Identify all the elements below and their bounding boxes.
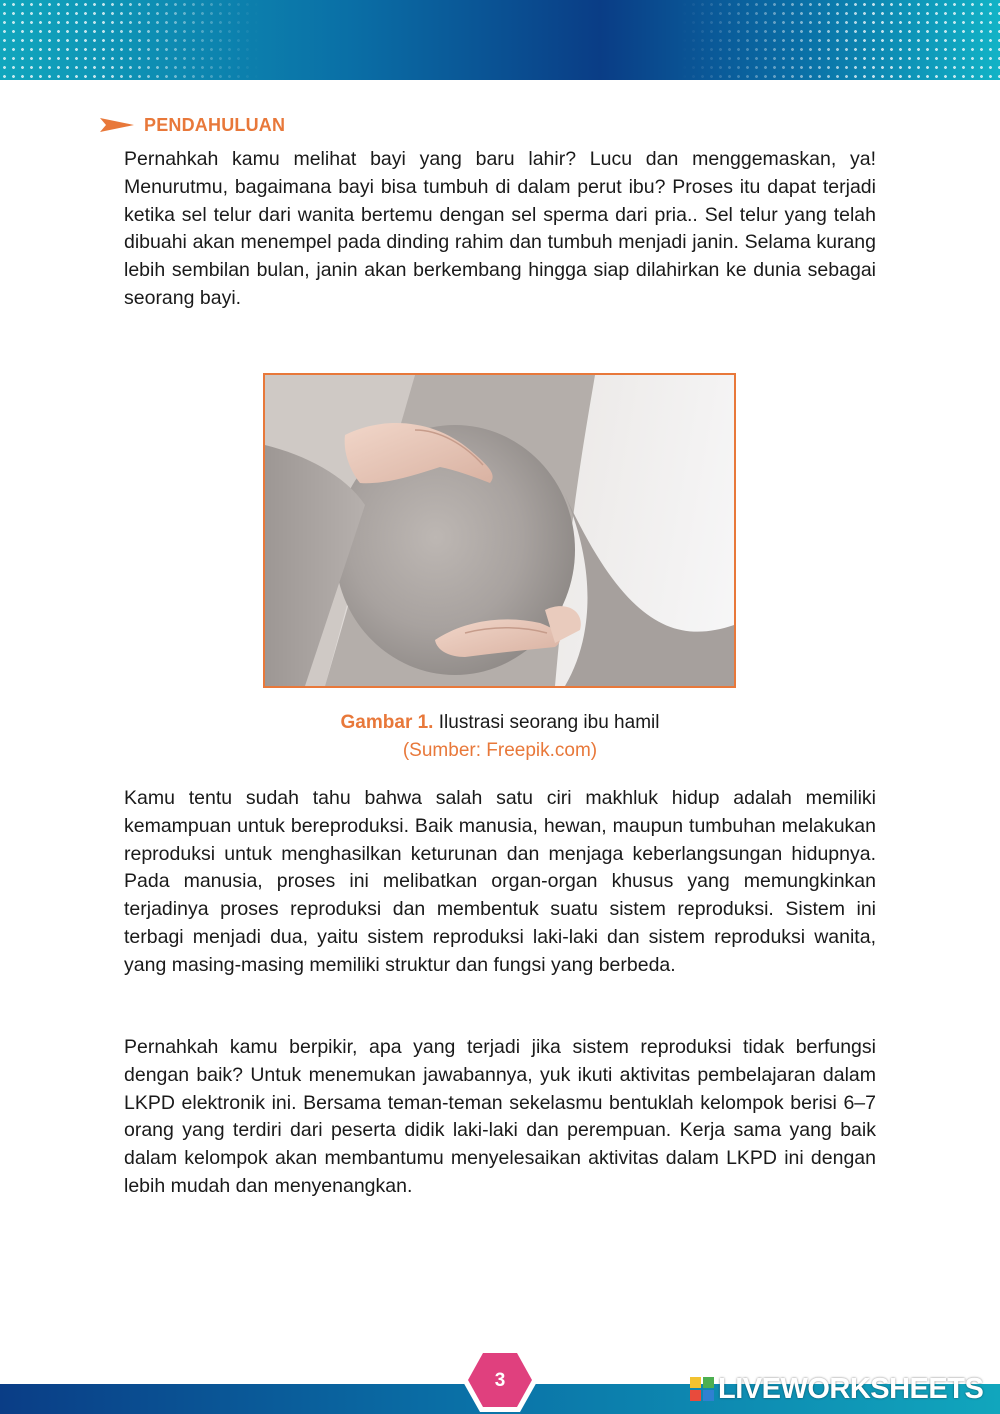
body-paragraph-reproduction: Kamu tentu sudah tahu bahwa salah satu ciri makhluk hidup adalah memiliki kemampuan untuk bereproduksi. Baik manusia, hewan, maupun tumbuhan melakukan reproduksi untuk menghasilkan keturunan dan menjaga keberlangsungan hidupnya. Pada manusia, proses ini melibatkan organ-organ khusus yang memungkinkan terjadinya proses reproduksi dan membentuk suatu sistem reproduksi. Sistem ini terbagi menjadi dua, yaitu sistem reproduksi laki-laki dan sistem reproduksi wanita, yang masing-masing memiliki struktur dan fungsi yang berbeda. xyxy=(124,787,876,976)
liveworksheets-grid-icon xyxy=(690,1377,714,1401)
section-header xyxy=(100,112,285,138)
figure-pregnant-woman-photo xyxy=(263,373,736,688)
section-title: PENDAHULUAN xyxy=(144,114,286,135)
body-paragraph-activity: Pernahkah kamu berpikir, apa yang terjadi jika sistem reproduksi tidak berfungsi dengan baik? Untuk menemukan jawabannya, yuk ikuti aktivitas pembelajaran dalam LKPD elektronik ini. Bersama teman-teman sekelasmu bentuklah kelompok berisi 6–7 orang yang terdiri dari peserta didik laki-laki dan perempuan. Kerja sama yang baik dalam kelompok akan membantumu menyelesaikan aktivitas dalam LKPD ini dengan lebih mudah dan menyenangkan. xyxy=(124,1036,876,1197)
brand-name: LIVEWORKSHEETS xyxy=(718,1372,984,1405)
figure-label: Gambar 1. xyxy=(340,712,434,733)
intro-paragraph: Pernahkah kamu melihat bayi yang baru lahir? Lucu dan menggemaskan, ya! Menurutmu, bagaimana bayi bisa tumbuh di dalam perut ibu? Proses itu dapat terjadi ketika sel telur dari wanita bertemu dengan sel sperma dari pria.. Sel telur yang telah dibuahi akan menempel pada dinding rahim dan tumbuh menjadi janin. Selama kurang lebih sembilan bulan, janin akan berkembang hingga siap dilahirkan ke dunia sebagai seorang bayi. xyxy=(124,148,876,309)
figure-caption-text: Ilustrasi seorang ibu hamil xyxy=(433,712,660,733)
top-banner xyxy=(0,0,1000,80)
banner-dot-pattern-left xyxy=(0,0,260,80)
figure-caption xyxy=(0,709,1000,737)
figure-source: (Sumber: Freepik.com) xyxy=(402,740,598,761)
banner-dot-pattern-right xyxy=(680,0,1000,80)
pregnant-belly-illustration xyxy=(265,375,734,686)
page-number: 3 xyxy=(494,1370,506,1391)
liveworksheets-logo[interactable] xyxy=(690,1372,990,1406)
arrow-pointer-icon xyxy=(100,118,134,132)
